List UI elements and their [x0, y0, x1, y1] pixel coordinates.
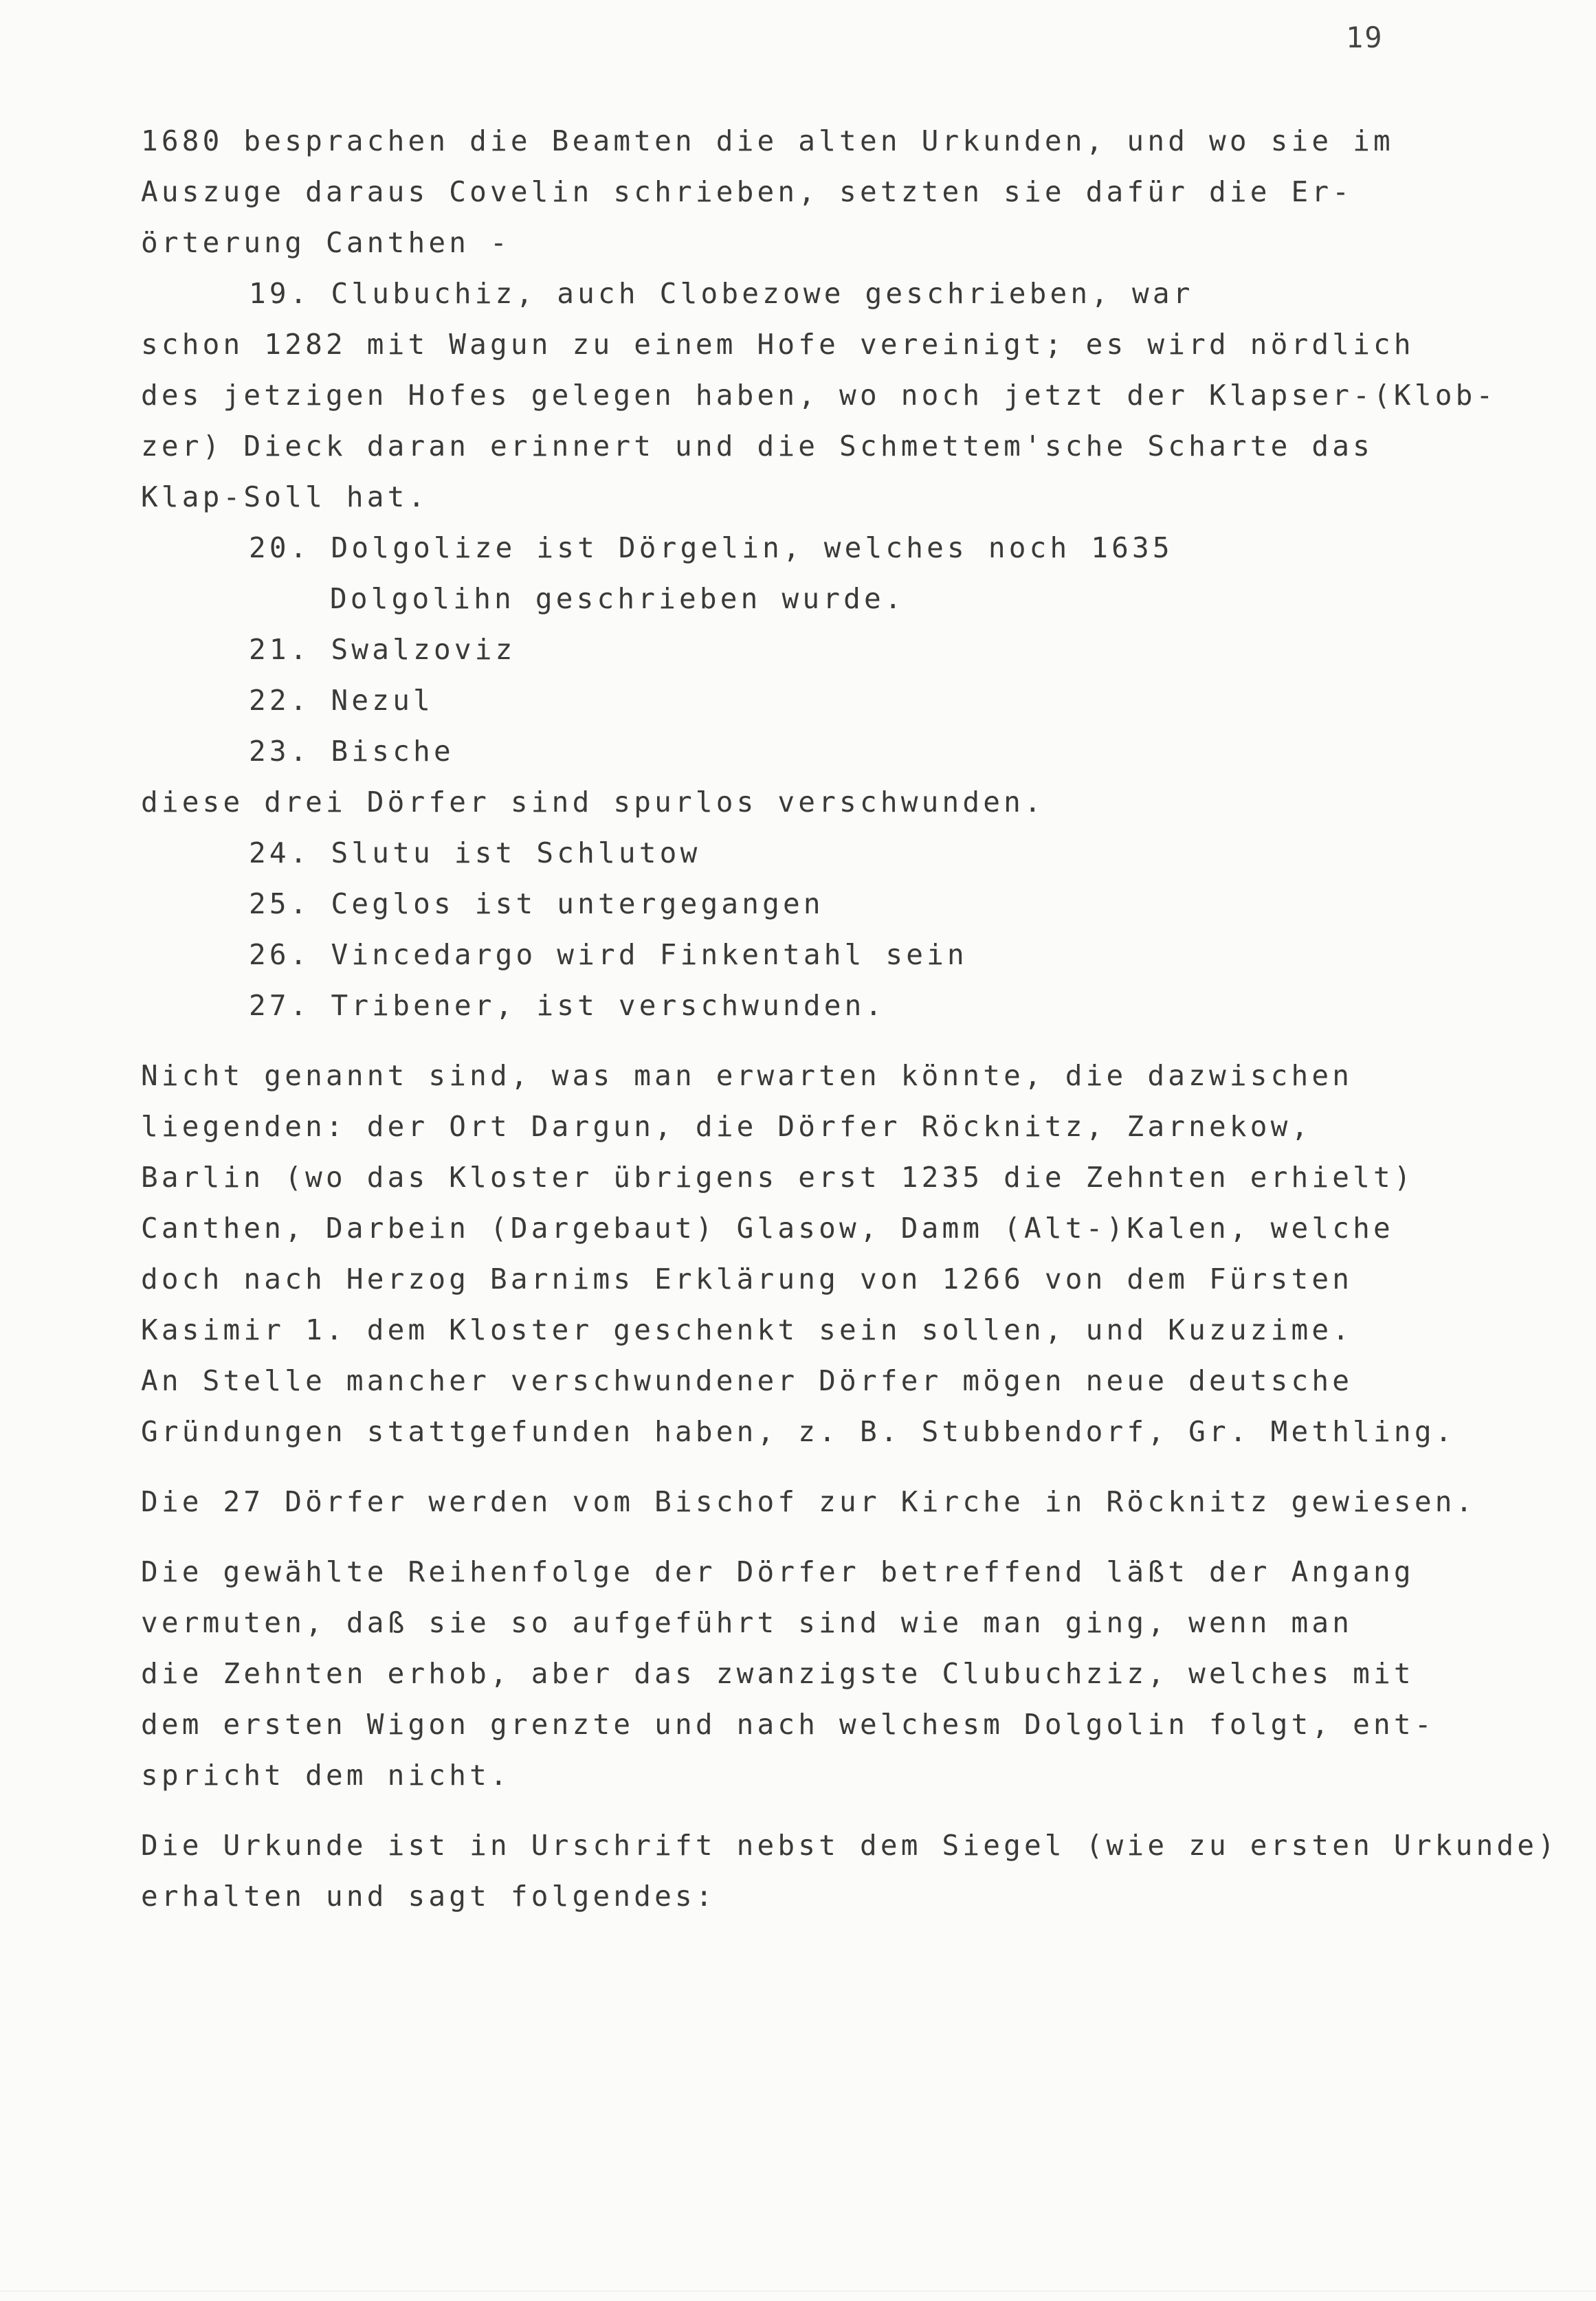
paragraph-gap — [0, 1031, 1596, 1050]
text-line: doch nach Herzog Barnims Erklärung von 1266 von dem Fürsten — [141, 1263, 1353, 1296]
text-line: Canthen, Darbein (Dargebaut) Glasow, Damm (Alt-)Kalen, welche — [141, 1212, 1394, 1245]
body-text — [0, 115, 1596, 1922]
text-line: diese drei Dörfer sind spurlos verschwunden. — [141, 786, 1045, 819]
text-line: Dolgolihn geschrieben wurde. — [330, 582, 905, 615]
text-line: schon 1282 mit Wagun zu einem Hofe vereinigt; es wird nördlich — [141, 328, 1415, 361]
text-line: die Zehnten erhob, aber das zwanzigste Clubuchziz, welches mit — [141, 1657, 1415, 1690]
paragraph-gap — [0, 1801, 1596, 1820]
text-line: An Stelle mancher verschwundener Dörfer mögen neue deutsche — [141, 1364, 1353, 1397]
text-line: erhalten und sagt folgendes: — [141, 1880, 716, 1913]
text-line: 26. Vincedargo wird Finkentahl sein — [249, 938, 968, 971]
text-line: Barlin (wo das Kloster übrigens erst 1235 die Zehnten erhielt) — [141, 1161, 1415, 1194]
text-line: Auszuge daraus Covelin schrieben, setzten sie dafür die Er- — [141, 175, 1353, 208]
text-line: Die gewählte Reihenfolge der Dörfer betreffend läßt der Angang — [141, 1555, 1415, 1588]
text-line: 22. Nezul — [249, 684, 434, 717]
text-line: liegenden: der Ort Dargun, die Dörfer Röcknitz, Zarnekow, — [141, 1110, 1312, 1143]
text-line: Die Urkunde ist in Urschrift nebst dem Siegel (wie zu ersten Urkunde) — [141, 1829, 1559, 1862]
text-line: 1680 besprachen die Beamten die alten Urkunden, und wo sie im — [141, 124, 1394, 157]
text-line: Kasimir 1. dem Kloster geschenkt sein sollen, und Kuzuzime. — [141, 1313, 1353, 1346]
text-line: spricht dem nicht. — [141, 1759, 511, 1792]
text-line: Nicht genannt sind, was man erwarten könnte, die dazwischen — [141, 1059, 1353, 1092]
text-line: Klap-Soll hat. — [141, 480, 429, 513]
text-line: Die 27 Dörfer werden vom Bischof zur Kirche in Röcknitz gewiesen. — [141, 1485, 1476, 1518]
text-line: 23. Bische — [249, 735, 454, 768]
text-line: 21. Swalzoviz — [249, 633, 516, 666]
text-line: 24. Slutu ist Schlutow — [249, 836, 701, 869]
paragraph-gap — [0, 1527, 1596, 1546]
text-line: 25. Ceglos ist untergegangen — [249, 887, 824, 920]
text-line: örterung Canthen - — [141, 226, 511, 259]
text-line: des jetzigen Hofes gelegen haben, wo noch jetzt der Klapser-(Klob- — [141, 379, 1497, 412]
text-line: 27. Tribener, ist verschwunden. — [249, 989, 886, 1022]
text-line: vermuten, daß sie so aufgeführt sind wie man ging, wenn man — [141, 1606, 1353, 1639]
text-line: zer) Dieck daran erinnert und die Schmettem'sche Scharte das — [141, 430, 1374, 463]
text-line: Gründungen stattgefunden haben, z. B. Stubbendorf, Gr. Methling. — [141, 1415, 1456, 1448]
paragraph-gap — [0, 1457, 1596, 1476]
text-line: 20. Dolgolize ist Dörgelin, welches noch 1635 — [249, 531, 1173, 564]
text-line: 19. Clubuchiz, auch Clobezowe geschrieben, war — [249, 277, 1194, 310]
page-number: 19 — [1346, 21, 1384, 54]
text-line: dem ersten Wigon grenzte und nach welchesm Dolgolin folgt, ent- — [141, 1708, 1435, 1741]
